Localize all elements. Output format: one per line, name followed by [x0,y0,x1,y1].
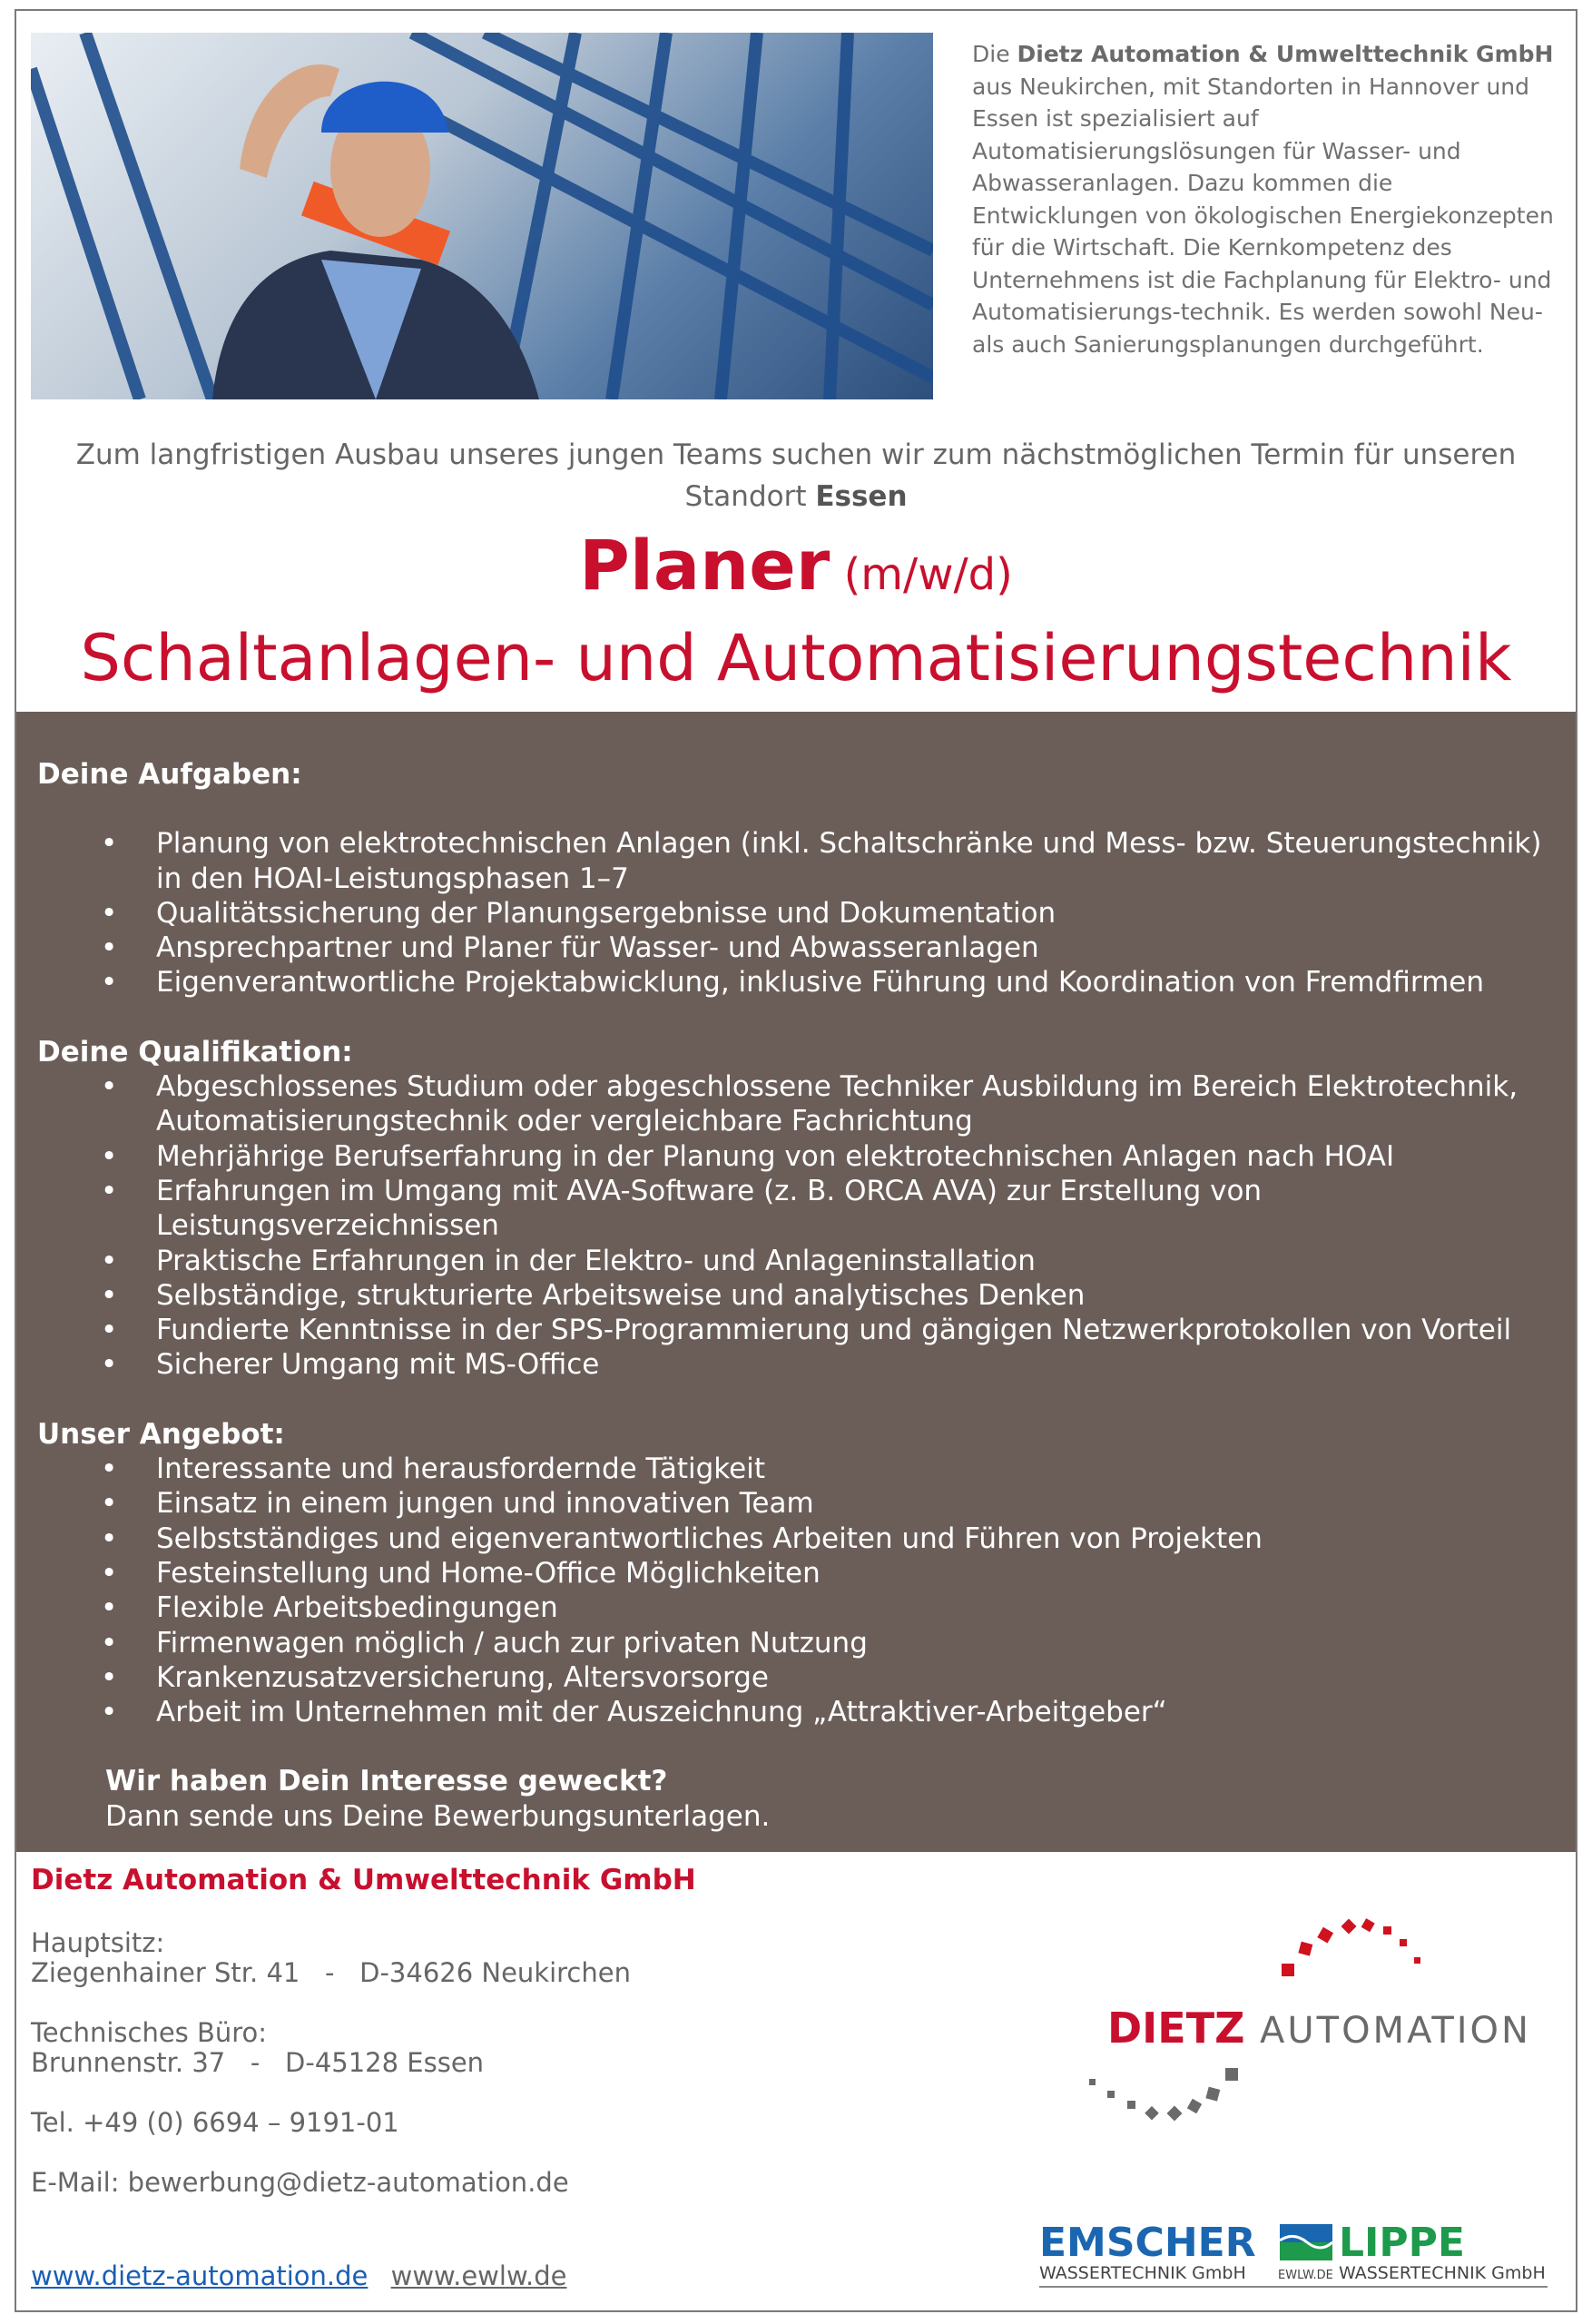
footer-company: Dietz Automation & Umwelttechnik GmbH [31,1864,696,1896]
job-gender: (m/w/d) [830,549,1013,600]
list-item: • Firmenwagen möglich / auch zur privaten Nutzung [37,1626,1576,1660]
email: E-Mail: bewerbung@dietz-automation.de [31,2167,569,2198]
lead-sentence: Zum langfristigen Ausbau unseres jungen Teams suchen wir zum nächstmöglichen Termin für unseren Standort [75,438,1517,513]
intro-company-name: Dietz Automation & Umwelttechnik GmbH [1017,41,1554,67]
lead-location: Essen [815,480,908,513]
cta-question: Wir haben Dein Interesse geweckt? [105,1765,668,1798]
dietz-logo-grey: AUTOMATION [1260,2010,1531,2052]
list-item: • Fundierte Kenntnisse in der SPS-Programmierung und gängigen Netzwerkprotokollen von Vorteil [37,1313,1576,1347]
list-item: • Flexible Arbeitsbedingungen [37,1590,1576,1625]
list-item: • Praktische Erfahrungen in der Elektro- und Anlageninstallation [37,1244,1576,1278]
list-item: • Festeinstellung und Home-Office Möglichkeiten [37,1556,1576,1590]
job-title [0,525,1592,606]
ewlw-text: EWLW.DE [1278,2269,1333,2282]
list-item: • Ansprechpartner und Planer für Wasser- und Abwasseranlagen [37,931,1576,965]
emscher-subtext: WASSERTECHNIK GmbH [1039,2263,1246,2283]
list-item: • Interessante und herausfordernde Tätigkeit [37,1452,1576,1486]
emscher-text: EMSCHER [1039,2220,1256,2266]
lead-text [27,434,1565,517]
engineer-photo [31,33,933,399]
job-role: Planer [579,525,830,606]
phone: Tel. +49 (0) 6694 – 9191-01 [31,2107,399,2138]
lippe-subtext: WASSERTECHNIK GmbH [1339,2263,1546,2283]
emscher-lippe-logo [1035,2215,1552,2297]
job-details-panel [16,712,1576,1852]
intro-text: aus Neukirchen, mit Standorten in Hannover und Essen ist spezialisiert auf Automatisierungslösungen für Wasser- und Abwasseranlagen. Dazu kommen die Entwicklungen von ökologischen Energiekonzepten für die Wirtschaft. Die Kernkompetenz des Unternehmens ist die Fachplanung für Elektro- und Automatisierungs-technik. Es werden sowohl Neu- als auch Sanierungsplanungen durchgeführt. [972,73,1554,358]
section-heading: Deine Aufgaben: [37,758,302,791]
contact-block [31,1866,696,2228]
list-item: • Arbeit im Unternehmen mit der Auszeichnung „Attraktiver-Arbeitgeber“ [37,1695,1576,1729]
section-heading: Deine Qualifikation: [37,1035,353,1068]
dietz-website-link[interactable]: www.dietz-automation.de [31,2260,369,2291]
list-item: • Qualitätssicherung der Planungsergebnisse und Dokumentation [37,896,1576,931]
section-heading: Unser Angebot: [37,1417,285,1451]
list-item: • Einsatz in einem jungen und innovativen Team [37,1486,1576,1521]
job-subtitle: Schaltanlagen- und Automatisierungstechnik [80,621,1512,695]
offer-list [37,1452,1576,1729]
lippe-text: LIPPE [1339,2220,1465,2266]
ewlw-website-link[interactable]: www.ewlw.de [390,2260,567,2291]
office-address: Brunnenstr. 37 - D-45128 Essen [31,2047,485,2078]
list-item: • Mehrjährige Berufserfahrung in der Planung von elektrotechnischen Anlagen nach HOAI [37,1139,1576,1174]
intro-prefix: Die [972,41,1017,67]
hq-address: Ziegenhainer Str. 41 - D-34626 Neukirchen [31,1957,631,1988]
list-item: • Eigenverantwortliche Projektabwicklung, inklusive Führung und Koordination von Fremdfirmen [37,965,1576,1000]
list-item: • Krankenzusatzversicherung, Altersvorsorge [37,1660,1576,1695]
company-intro [972,38,1562,360]
dietz-logo-red: DIETZ [1107,2004,1245,2053]
office-label: Technisches Büro: [31,2017,268,2048]
cta-text: Dann sende uns Deine Bewerbungsunterlagen. [105,1799,771,1833]
list-item: • Erfahrungen im Umgang mit AVA-Software (z. B. ORCA AVA) zur Erstellung von Leistungsverzeichnissen [37,1174,1576,1244]
footer-links [31,2260,581,2291]
tasks-list [37,826,1576,1000]
list-item: • Sicherer Umgang mit MS-Office [37,1347,1576,1382]
list-item: • Abgeschlossenes Studium oder abgeschlossene Techniker Ausbildung im Bereich Elektrotechnik, Automatisierungstechnik oder vergleichbare Fachrichtung [37,1069,1576,1139]
call-to-action [37,1764,1576,1834]
hq-label: Hauptsitz: [31,1927,165,1958]
dietz-automation-logo [1044,1906,1552,2142]
list-item: • Selbständige, strukturierte Arbeitsweise und analytisches Denken [37,1278,1576,1313]
list-item: • Planung von elektrotechnischen Anlagen (inkl. Schaltschränke und Mess- bzw. Steuerungstechnik) in den HOAI-Leistungsphasen 1–7 [37,826,1576,896]
qualification-list [37,1069,1576,1383]
list-item: • Selbstständiges und eigenverantwortliches Arbeiten und Führen von Projekten [37,1521,1576,1556]
